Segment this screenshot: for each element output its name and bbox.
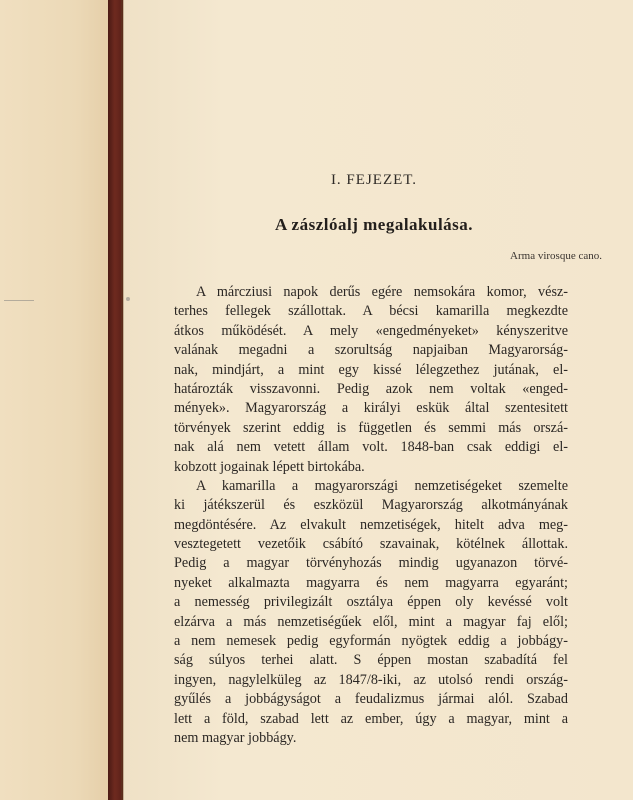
text-line: megdöntésére. Az elvakult nemzetiségek, hitelt adva meg- <box>174 516 568 533</box>
paragraph-1 <box>174 283 568 477</box>
text-line: nyeket alkalmazta magyarra és nem magyarra egyaránt; <box>174 574 568 591</box>
paragraph-2 <box>174 477 568 748</box>
text-line: mények». Magyarország a királyi eskük által szentesitett <box>174 400 568 417</box>
text-line: lett a föld, szabad lett az ember, úgy a magyar, mint a <box>174 710 568 727</box>
body-text <box>174 283 568 748</box>
text-line: nem magyar jobbágy. <box>174 729 297 746</box>
text-line: átkos működését. A mely «engedményeket» kényszeritve <box>174 322 568 339</box>
text-line: Pedig a magyar törvényhozás mindig ugyanazon törvé- <box>174 555 568 572</box>
text-line: vesztegetett vezetőik csábító szavainak, kötélnek állottak. <box>174 536 568 553</box>
text-line: a nemesség privilegizált osztálya éppen oly kevéssé volt <box>174 594 568 611</box>
text-line: terhes fellegek szállottak. A bécsi kamarilla megkezdte <box>174 303 568 320</box>
text-line: ingyen, nagylelküleg az 1847/8-iki, az utolsó rendi ország- <box>174 671 568 688</box>
text-line: valának megadni a szorultság napjaiban Magyarorság- <box>174 342 568 359</box>
text-line: gyűlés a jobbágyságot a feudalizmus jármai alól. Szabad <box>174 691 568 708</box>
text-line: ság súlyos terhei alatt. S éppen mostan szabadítá fel <box>174 652 568 669</box>
text-line: ki játékszerül és eszközül Magyarország alkotmányának <box>174 497 568 514</box>
paper-speck <box>126 297 130 301</box>
paper-speck <box>4 300 34 301</box>
left-page-margin <box>0 0 108 800</box>
text-line: a nem nemesek pedig egyformán nyögtek eddig a jobbágy- <box>174 633 568 650</box>
chapter-title: A zászlóalj megalakulása. <box>274 215 474 234</box>
text-line: elzárva a más nemzetiségűek elől, mint a magyar faj elől; <box>174 613 568 630</box>
chapter-motto: Arma virosque cano. <box>510 250 602 262</box>
text-line: nak alá nem vetett állam volt. 1848-ban csak eddigi el- <box>174 439 568 456</box>
text-line: nak, mindjárt, a mint egy kissé lélegzethez jutának, el- <box>174 361 568 378</box>
text-line: A kamarilla a magyarországi nemzetiségeket szemelte <box>196 477 568 494</box>
text-line: A márcziusi napok derűs egére nemsokára komor, vész- <box>196 284 568 300</box>
text-line: kobzott jogainak lépett birtokába. <box>174 458 365 475</box>
chapter-heading: I. FEJEZET. <box>330 172 418 188</box>
text-line: törvények szerint eddig is független és semmi más orszá- <box>174 419 568 436</box>
text-line: határozták visszavonni. Pedig azok nem voltak «enged- <box>174 380 568 397</box>
